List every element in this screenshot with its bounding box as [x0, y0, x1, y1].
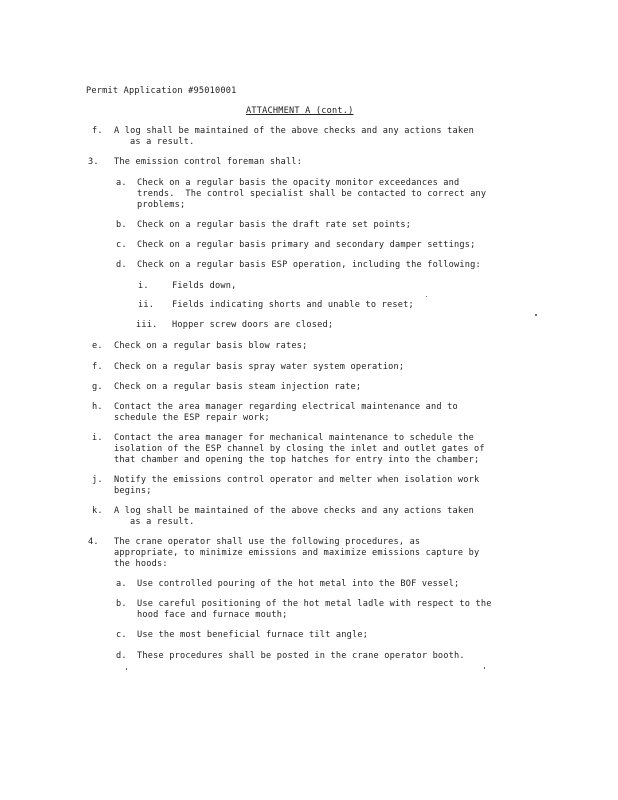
subitem-marker: b.	[116, 599, 127, 609]
roman-line: Hopper screw doors are closed;	[172, 320, 334, 330]
scan-speck	[426, 296, 427, 297]
item-line: Contact the area manager for mechanical maintenance to schedule the	[114, 433, 475, 443]
item-line: the hoods:	[114, 559, 168, 569]
scan-speck	[126, 668, 127, 670]
item-line: as a result.	[130, 137, 195, 147]
attachment-title: ATTACHMENT A (cont.)	[246, 106, 354, 116]
subitem-line: hood face and furnace mouth;	[137, 610, 288, 620]
item-marker: h.	[92, 402, 103, 412]
scan-speck	[484, 667, 485, 669]
item-line: that chamber and opening the top hatches for entry into the chamber;	[114, 455, 480, 465]
subitem-marker: b.	[116, 220, 127, 230]
subitem-marker: c.	[116, 630, 127, 640]
item-marker: 3.	[88, 157, 99, 167]
subitem-marker: a.	[116, 579, 127, 589]
item-line: isolation of the ESP channel by closing the inlet and outlet gates of	[114, 444, 485, 454]
item-marker: 4.	[88, 537, 99, 547]
subitem-marker: d.	[116, 260, 127, 270]
subitem-line: These procedures shall be posted in the crane operator booth.	[137, 651, 465, 661]
item-marker: f.	[92, 362, 103, 372]
item-line: Check on a regular basis blow rates;	[114, 341, 308, 351]
roman-line: Fields indicating shorts and unable to reset;	[172, 300, 414, 310]
subitem-marker: a.	[116, 178, 127, 188]
subitem-line: Use controlled pouring of the hot metal into the BOF vessel;	[137, 579, 460, 589]
item-line: A log shall be maintained of the above checks and any actions taken	[114, 506, 475, 516]
roman-marker: iii.	[136, 320, 158, 330]
item-line: Contact the area manager regarding electrical maintenance and to	[114, 402, 458, 412]
item-marker: f.	[92, 126, 103, 136]
subitem-marker: d.	[116, 651, 127, 661]
roman-marker: i.	[138, 281, 149, 291]
subitem-marker: c.	[116, 240, 127, 250]
subitem-line: trends. The control specialist shall be contacted to correct any	[137, 189, 487, 199]
item-line: The emission control foreman shall:	[114, 157, 303, 167]
subitem-line: Check on a regular basis primary and secondary damper settings;	[137, 240, 476, 250]
item-line: schedule the ESP repair work;	[114, 413, 270, 423]
item-marker: i.	[92, 433, 103, 443]
subitem-line: Use careful positioning of the hot metal ladle with respect to the	[137, 599, 492, 609]
item-line: as a result.	[130, 517, 195, 527]
subitem-line: Check on a regular basis the draft rate set points;	[137, 220, 412, 230]
subitem-line: Check on a regular basis ESP operation, including the following:	[137, 260, 481, 270]
item-line: A log shall be maintained of the above checks and any actions taken	[114, 126, 475, 136]
subitem-line: problems;	[137, 200, 186, 210]
item-line: Check on a regular basis steam injection rate;	[114, 382, 362, 392]
scan-speck	[535, 314, 537, 316]
item-line: Check on a regular basis spray water system operation;	[114, 362, 405, 372]
subitem-line: Check on a regular basis the opacity monitor exceedances and	[137, 178, 460, 188]
roman-marker: ii.	[138, 300, 155, 310]
item-line: begins;	[114, 486, 152, 496]
subitem-line: Use the most beneficial furnace tilt angle;	[137, 630, 369, 640]
item-marker: j.	[92, 475, 103, 485]
item-line: The crane operator shall use the following procedures, as	[114, 537, 421, 547]
item-marker: g.	[92, 382, 103, 392]
item-line: appropriate, to minimize emissions and maximize emissions capture by	[114, 548, 480, 558]
roman-line: Fields down,	[172, 281, 237, 291]
permit-header: Permit Application #95010001	[86, 86, 237, 96]
item-marker: k.	[92, 506, 103, 516]
item-marker: e.	[92, 341, 103, 351]
item-line: Notify the emissions control operator and melter when isolation work	[114, 475, 480, 485]
